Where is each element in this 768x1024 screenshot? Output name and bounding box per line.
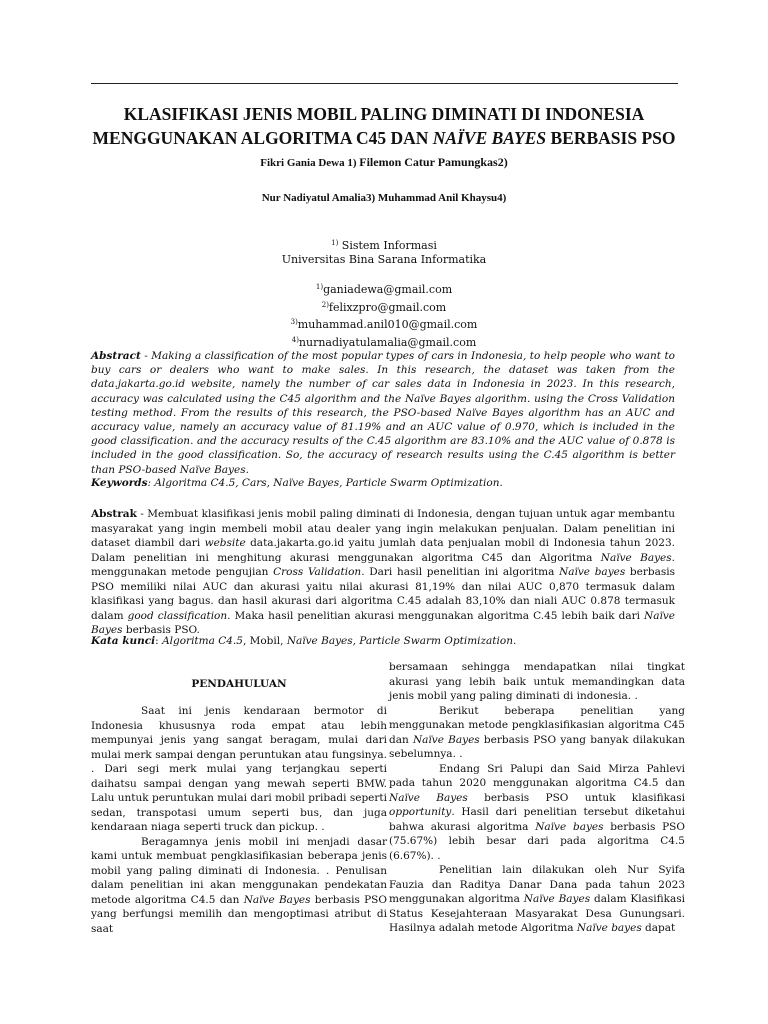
affiliation-dept (60, 236, 708, 253)
email-address: felixzpro@gmail.com (328, 300, 447, 314)
abstract-label: Abstract (91, 350, 141, 362)
email-item (60, 333, 708, 351)
affiliation (60, 236, 708, 267)
email-mark: 4) (291, 335, 299, 344)
paragraph-italic: Naïve Bayes (412, 733, 480, 746)
paragraph-text: dalam Klasifikasi Status Kesejahteraan Masyarakat Desa Gunungsari. Hasilnya adalah metode Algoritma (389, 893, 685, 934)
paragraph-text: berbasis PSO yang berfungsi memilih dan mengoptimasi atribut di saat (91, 893, 387, 935)
paragraph-text: dapat (641, 922, 676, 934)
abstrak-label: Abstrak (91, 508, 137, 520)
paragraph (389, 704, 685, 762)
title-line-2 (60, 126, 708, 150)
paragraph-italic: Naïve Bayes (523, 893, 591, 905)
paragraph-italic: Naïve bayes (576, 922, 642, 934)
keywords-text: : Algoritma C4.5, Cars, Naïve Bayes, Particle Swarm Optimization. (147, 477, 503, 489)
abstrak-italic: Naïve Bayes (91, 609, 675, 636)
kata-kunci-italic: Naïve Bayes, Particle Swarm Optimization. (286, 635, 517, 647)
abstrak-italic: Cross Validation (273, 566, 362, 578)
abstrak-italic: website (204, 537, 246, 549)
paragraph-text: Berikut beberapa penelitian yang menggunakan metode pengklasifikasian algoritma C45 dan (389, 704, 685, 746)
email-mark: 1) (315, 283, 324, 291)
abstrak-italic: good classification (127, 609, 228, 622)
author-2-mark: 2) (497, 155, 508, 169)
kata-kunci (91, 635, 675, 647)
paragraph (389, 762, 685, 864)
section-heading-pendahuluan: PENDAHULUAN (191, 678, 287, 690)
abstract-english (91, 349, 675, 477)
email-item (60, 280, 708, 298)
affiliation-mark: 1) (331, 239, 339, 247)
paragraph (389, 863, 685, 936)
left-column (91, 704, 387, 936)
email-list (60, 280, 708, 350)
abstrak-italic: Naïve bayes (559, 566, 626, 578)
title-part: MENGGUNAKAN ALGORITMA C45 DAN (92, 128, 433, 148)
email-address: ganiadewa@gmail.com (323, 283, 453, 296)
paragraph (91, 835, 387, 937)
abstrak-text: . Dari hasil penelitian ini algoritma (361, 566, 560, 578)
abstrak-text: - Membuat klasifikasi jenis mobil paling diminati di Indonesia, dengan tujuan untuk agar membantu masyarakat yang ingin membeli mobil atau dealer yang ingin melakukan penjualan. Dalam penelitian ini dataset diambil dari (91, 508, 675, 549)
kata-kunci-label: Kata kunci (91, 635, 156, 647)
right-column (389, 660, 685, 936)
title-line-1: KLASIFIKASI JENIS MOBIL PALING DIMINATI DI INDONESIA (123, 104, 645, 124)
authors-line-1 (60, 155, 708, 170)
abstrak-text: . Maka hasil penelitian akurasi menggunakan algoritma C.45 lebih baik dari (227, 609, 645, 622)
title-part: BERBASIS PSO (546, 128, 676, 148)
kata-kunci-text: : (155, 635, 163, 647)
abstrak-text: data.jakarta.go.id yaitu jumlah data penjualan mobil di Indonesia tahun 2023. Dalam penelitian ini menghitung akurasi menggunakan algoritma C45 dan Algoritma (91, 537, 675, 564)
abstrak-text: berbasis PSO. (122, 624, 200, 636)
email-mark: 3) (290, 318, 298, 326)
paragraph-text: berbasis PSO (75.67%) lebih besar dari pada algoritma C4.5 (6.67%). . (389, 820, 685, 862)
paragraph-text: . Hasil dari penelitian tersebut diketahui bahwa akurasi algoritma (389, 806, 685, 833)
dept-name: Sistem Informasi (341, 239, 437, 252)
paragraph-italic: Naïve Bayes (243, 893, 311, 906)
title-italic-part: NAÏVE BAYES (432, 128, 547, 148)
email-item (60, 298, 708, 316)
paragraph-italic: Naïve Bayes (389, 791, 468, 804)
paper-title (60, 102, 708, 150)
email-item (60, 315, 708, 333)
paragraph-text: Beragamnya jenis mobil ini menjadi dasar kami untuk membuat pengklasifikasian beberapa jenis mobil yang paling diminati di Indonesia. . Penulisan dalam penelitian ini akan menggunakan pendekatan metode algoritma C4.5 dan (91, 835, 387, 906)
abstrak-italic: Naïve Bayes (600, 551, 672, 564)
email-address: nurnadiyatulamalia@gmail.com (298, 335, 477, 349)
abstrak-text: berbasis PSO memiliki nilai AUC dan akurasi yaitu nilai akurasi 81,19% dan nilai AUC 0,870 termasuk dalam klasifikasi yang bagus. dan hasil akurasi dari algoritma C.45 adalah 83,10% dan niali AUC 0.878 termasuk dalam (91, 566, 675, 622)
author-2: Filemon Catur Pamungkas (359, 155, 498, 169)
affiliation-univ: Universitas Bina Sarana Informatika (281, 253, 487, 266)
paragraph: Saat ini jenis kendaraan bermotor di Indonesia khususnya roda empat atau lebih mempunyai jenis yang sangat beragam, mulai dari mulai merk sampai dengan peruntukan atau fungsinya. . Dari segi merk mulai yang terjangkau seperti daihatsu sampai dengan yang mewah seperti BMW. Lalu untuk peruntukan mulai dari mobil pribadi seperti sedan, transpotasi umum seperti bus, dan juga kendaraan niaga seperti truck dan pickup. . (91, 705, 387, 833)
paragraph-text: berbasis PSO untuk klasifikasi (467, 791, 685, 804)
paragraph-text: Penelitian lain dilakukan oleh Nur Syifa Fauzia dan Raditya Danar Dana pada tahun 2023 menggunakan algoritma (389, 864, 685, 905)
abstract-indonesian (91, 507, 675, 638)
email-address: muhammad.anil010@gmail.com (297, 318, 478, 331)
paragraph-text: Endang Sri Palupi dan Said Mirza Pahlevi pada tahun 2020 menggunakan algoritma C4.5 dan (389, 762, 685, 789)
author-1: Fikri Gania Dewa 1) (260, 157, 357, 169)
authors-line-2: Nur Nadiyatul Amalia3) Muhammad Anil Khaysu4) (261, 192, 507, 204)
keywords (91, 477, 675, 489)
paragraph-text: berbasis PSO yang banyak dilakukan sebelumnya. . (389, 733, 685, 760)
abstract-text: - Making a classification of the most popular types of cars in Indonesia, to help people who want to buy cars or dealers who want to make sales. In this research, the dataset was taken from the data.jakarta.go.id website, namely the number of car sales data in Indonesia in 2023. In this research, accuracy was calculated using the C45 algorithm and the Naïve Bayes algorithm. using the Cross Validation testing method. From the results of this research, the PSO-based Naïve Bayes algorithm has an AUC and accuracy value, namely an accuracy value of 81.19% and an AUC value of 0.970, which is included in the good classification. and the accuracy results of the C.45 algorithm are 83.10% and the AUC value of 0.878 is included in the good classification. So, the accuracy of research results using the C.45 algorithm is better than PSO-based Naïve Bayes. (91, 350, 675, 476)
abstrak-text: . menggunakan metode pengujian (91, 551, 675, 578)
email-mark: 2) (321, 300, 329, 309)
kata-kunci-italic: Algoritma C4.5 (162, 635, 243, 647)
paragraph-italic: Naïve bayes (535, 820, 604, 833)
paragraph: bersamaan sehingga mendapatkan nilai tingkat akurasi yang lebih baik untuk memandingkan data jenis mobil yang paling diminati di indonesia. . (389, 661, 685, 702)
paragraph-italic: opportunity (389, 806, 452, 818)
keywords-label: Keywords (91, 477, 148, 489)
kata-kunci-text: , Mobil, (242, 635, 287, 647)
header-rule (91, 83, 678, 84)
